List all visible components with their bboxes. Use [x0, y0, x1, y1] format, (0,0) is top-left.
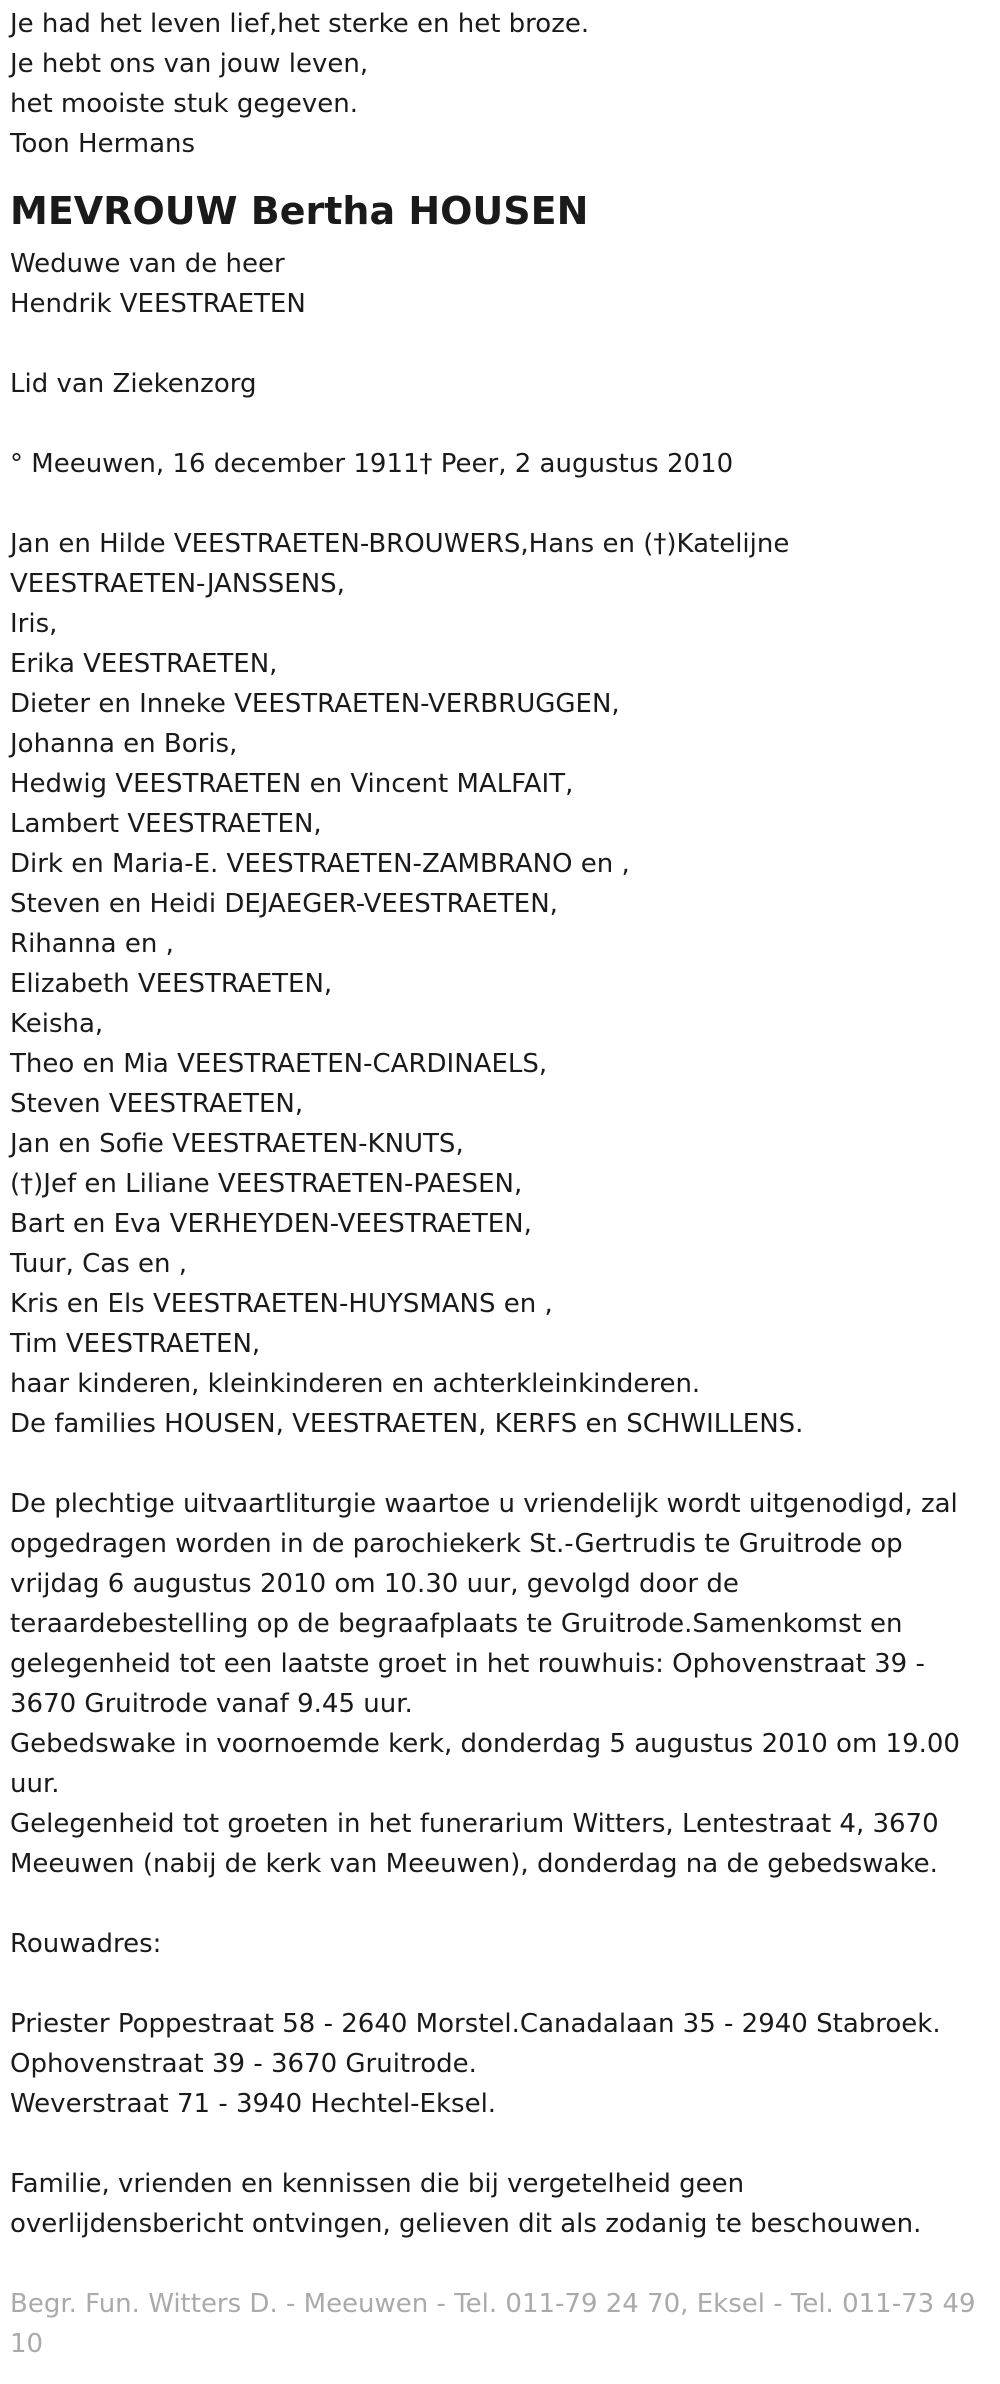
family-line: Iris,	[10, 609, 58, 639]
family-line: Johanna en Boris,	[10, 729, 238, 759]
ceremony-info	[10, 1484, 990, 1884]
birth-death-dates: ° Meeuwen, 16 december 1911† Peer, 2 augustus 2010	[10, 449, 734, 479]
address-list	[10, 2004, 990, 2124]
family-line: De families HOUSEN, VEESTRAETEN, KERFS en SCHWILLENS.	[10, 1409, 804, 1439]
ceremony-line: Meeuwen (nabij de kerk van Meeuwen), donderdag na de gebedswake.	[10, 1849, 938, 1879]
spacer	[10, 1884, 990, 1924]
ceremony-line: Gebedswake in voornoemde kerk, donderdag 5 augustus 2010 om 19.00	[10, 1729, 960, 1759]
address-line: Weverstraat 71 - 3940 Hechtel-Eksel.	[10, 2089, 497, 2119]
membership: Lid van Ziekenzorg	[10, 369, 257, 399]
address-line: Ophovenstraat 39 - 3670 Gruitrode.	[10, 2049, 477, 2079]
family-line: Theo en Mia VEESTRAETEN-CARDINAELS,	[10, 1049, 548, 1079]
family-line: Steven en Heidi DEJAEGER-VEESTRAETEN,	[10, 889, 558, 919]
family-line: Keisha,	[10, 1009, 104, 1039]
family-line: Kris en Els VEESTRAETEN-HUYSMANS en ,	[10, 1289, 553, 1319]
spacer	[10, 324, 990, 364]
poem-line: Je had het leven lief,het sterke en het broze.	[10, 9, 590, 39]
family-line: Dieter en Inneke VEESTRAETEN-VERBRUGGEN,	[10, 689, 620, 719]
ceremony-line: uur.	[10, 1769, 60, 1799]
notice-line: Familie, vrienden en kennissen die bij vergetelheid geen	[10, 2169, 745, 2199]
spacer	[10, 404, 990, 444]
ceremony-line: opgedragen worden in de parochiekerk St.-Gertrudis te Gruitrode op	[10, 1529, 903, 1559]
ceremony-line: 3670 Gruitrode vanaf 9.45 uur.	[10, 1689, 413, 1719]
family-line: Tim VEESTRAETEN,	[10, 1329, 261, 1359]
spouse-line: Hendrik VEESTRAETEN	[10, 289, 306, 319]
spacer	[10, 1964, 990, 2004]
address-line: Priester Poppestraat 58 - 2640 Morstel.Canadalaan 35 - 2940 Stabroek.	[10, 2009, 941, 2039]
spacer	[10, 1444, 990, 1484]
family-line: Jan en Sofie VEESTRAETEN-KNUTS,	[10, 1129, 464, 1159]
family-line: VEESTRAETEN-JANSSENS,	[10, 569, 345, 599]
family-line: Steven VEESTRAETEN,	[10, 1089, 304, 1119]
family-line: Hedwig VEESTRAETEN en Vincent MALFAIT,	[10, 769, 574, 799]
funeral-home-footer	[10, 2284, 990, 2364]
poem	[10, 4, 990, 164]
family-line: Lambert VEESTRAETEN,	[10, 809, 322, 839]
address-label: Rouwadres:	[10, 1929, 162, 1959]
family-line: Elizabeth VEESTRAETEN,	[10, 969, 333, 999]
family-line: Jan en Hilde VEESTRAETEN-BROUWERS,Hans en (†)Katelijne	[10, 529, 790, 559]
notice	[10, 2164, 990, 2244]
spacer	[10, 2244, 990, 2284]
ceremony-line: De plechtige uitvaartliturgie waartoe u vriendelijk wordt uitgenodigd, zal	[10, 1489, 958, 1519]
family-line: Dirk en Maria-E. VEESTRAETEN-ZAMBRANO en ,	[10, 849, 630, 879]
family-line: Erika VEESTRAETEN,	[10, 649, 278, 679]
spacer	[10, 2124, 990, 2164]
ceremony-line: Gelegenheid tot groeten in het funerarium Witters, Lentestraat 4, 3670	[10, 1809, 939, 1839]
family-line: Bart en Eva VERHEYDEN-VEESTRAETEN,	[10, 1209, 532, 1239]
footer-line: Begr. Fun. Witters D. - Meeuwen - Tel. 011-79 24 70, Eksel - Tel. 011-73 49	[10, 2289, 976, 2319]
spacer	[10, 484, 990, 524]
family-line: Tuur, Cas en ,	[10, 1249, 188, 1279]
spouse-line: Weduwe van de heer	[10, 249, 285, 279]
ceremony-line: vrijdag 6 augustus 2010 om 10.30 uur, gevolgd door de	[10, 1569, 739, 1599]
family-line: Rihanna en ,	[10, 929, 174, 959]
family-line: haar kinderen, kleinkinderen en achterkleinkinderen.	[10, 1369, 701, 1399]
notice-line: overlijdensbericht ontvingen, gelieven dit als zodanig te beschouwen.	[10, 2209, 922, 2239]
poem-line: Je hebt ons van jouw leven,	[10, 49, 369, 79]
family-list	[10, 524, 990, 1444]
poem-line: het mooiste stuk gegeven.	[10, 89, 358, 119]
spouse-info	[10, 244, 990, 324]
deceased-name: MEVROUW Bertha HOUSEN	[10, 189, 589, 233]
family-line: (†)Jef en Liliane VEESTRAETEN-PAESEN,	[10, 1169, 523, 1199]
ceremony-line: gelegenheid tot een laatste groet in het rouwhuis: Ophovenstraat 39 -	[10, 1649, 925, 1679]
poem-author: Toon Hermans	[10, 129, 196, 159]
ceremony-line: teraardebestelling op de begraafplaats te Gruitrode.Samenkomst en	[10, 1609, 903, 1639]
footer-line: 10	[10, 2329, 44, 2359]
